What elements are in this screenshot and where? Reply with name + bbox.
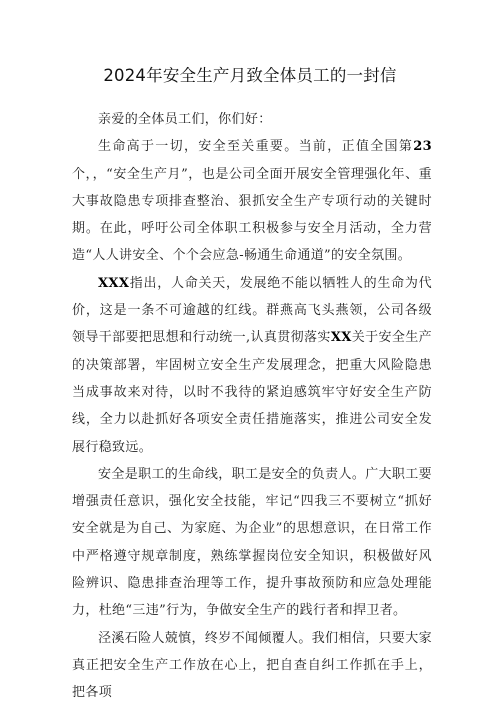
- paragraph-bold-text: 23: [413, 139, 432, 155]
- paragraph-text: 泾溪石险人兢慎，终岁不闻倾覆人。我们相信，只要大家真正把安全生产工作放在心上，把自查自纠工作抓在手上，把各项: [72, 630, 432, 701]
- paragraph-text: 指出，人命关天，发展绝不能以牺牲人的生命为代价，这是一条不可逾越的红线。群燕高飞头燕领，公司各级领导干部要把思想和行动统一,认真贯彻落实: [72, 275, 432, 346]
- paragraph: [72, 270, 432, 461]
- paragraph: [72, 625, 432, 707]
- paragraph-text: 关于安全生产的决策部署，牢固树立安全生产发展理念，把重大风险隐患当成事故来对待，以时不我待的紧迫感筑牢守好安全生产防线，全力以赴抓好各项安全责任措施落实，推进公司安全发展行稳致远。: [72, 330, 432, 455]
- paragraph-text: 生命高于一切，安全至关重要。当前，正值全国第: [98, 139, 414, 155]
- paragraph-text: 个，，“安全生产月”，也是公司全面开展安全管理强化年、重大事故隐患专项排查整治、狠抓安全生产专项行动的关键时期。在此，呼吁公司全体职工积极参与安全月活动，全力营造“人人讲安全、个个会应急-畅通生命通道”的安全氛围。: [72, 166, 432, 264]
- paragraph-text: 安全是职工的生命线，职工是安全的负责人。广大职工要增强责任意识，强化安全技能，牢记“四我三不要树立“抓好安全就是为自己、为家庭、为企业”的思想意识，在日常工作中严格遵守规章制度，熟练掌握岗位安全知识，积极做好风险辨识、隐患排查治理等工作，提升事故预防和应急处理能力，杜绝“三违”行为，争做安全生产的践行者和捍卫者。: [72, 466, 432, 619]
- greeting-line: 亲爱的全体员工们，你们好：: [98, 112, 272, 127]
- paragraph: [72, 461, 432, 625]
- document-title: 2024年安全生产月致全体员工的一封信: [103, 66, 397, 85]
- paragraph-bold-text: XX: [330, 330, 352, 346]
- paragraph-bold-text: XXX: [98, 275, 130, 291]
- paragraph: [72, 133, 432, 269]
- document-body: [72, 106, 432, 707]
